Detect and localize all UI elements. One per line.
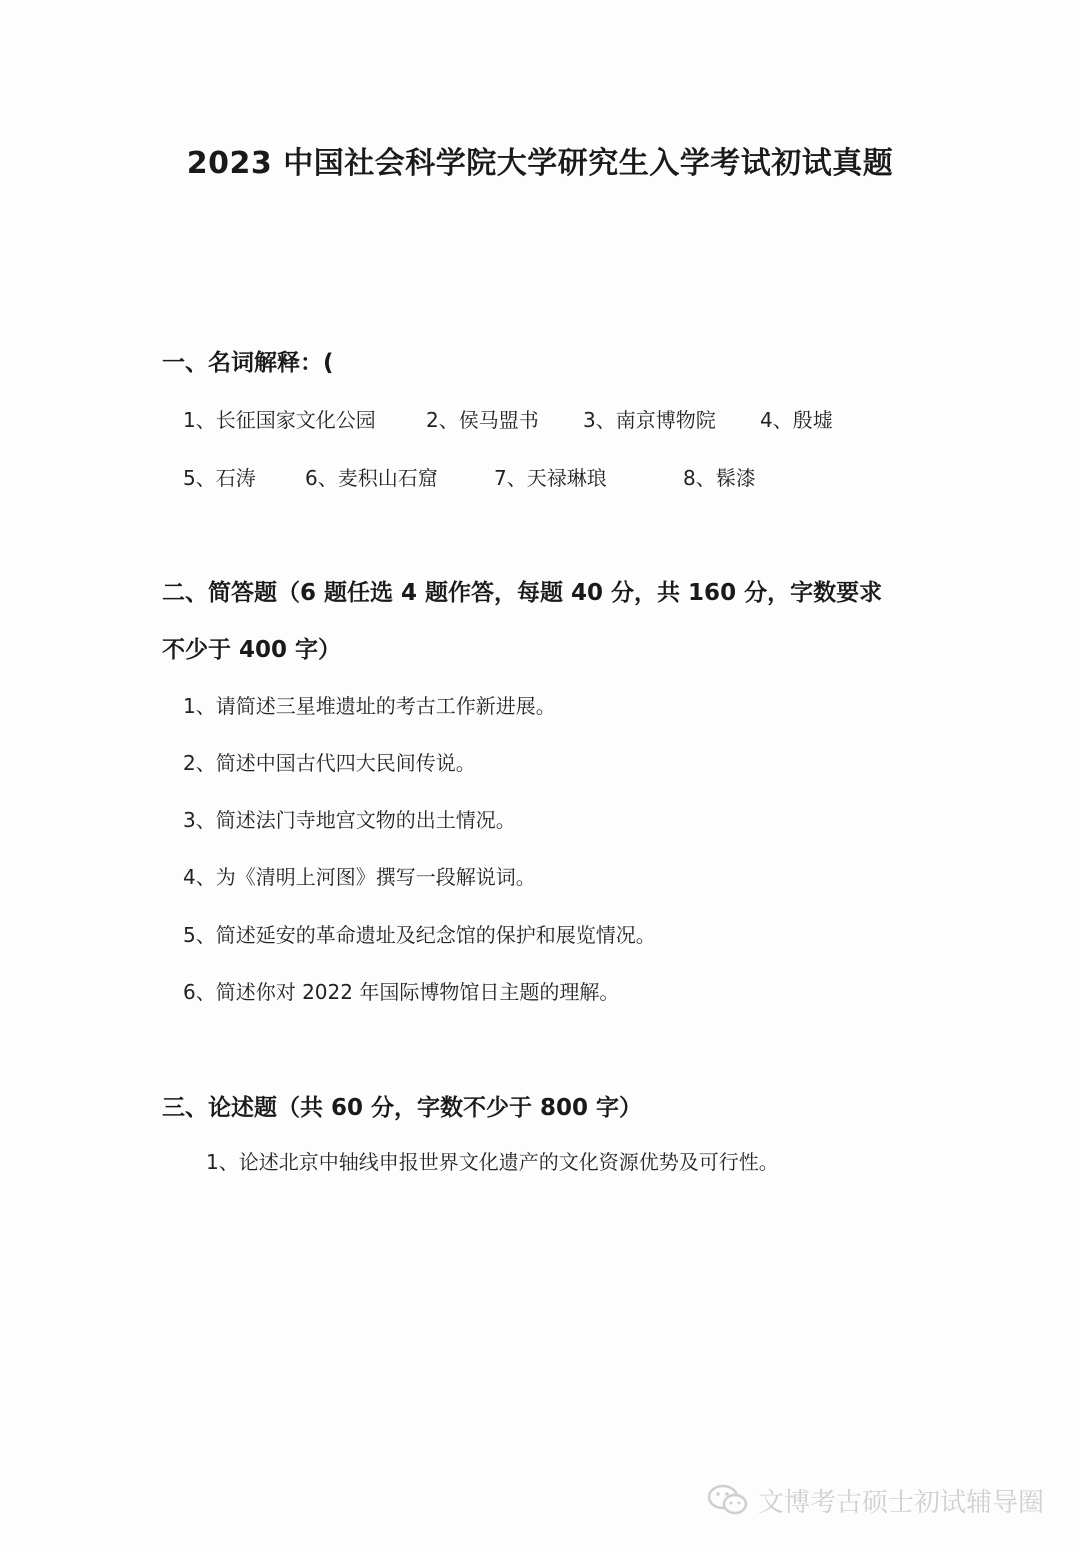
term-item: 2、侯马盟书 [426, 408, 539, 432]
term-item: 8、髹漆 [683, 466, 756, 490]
term-item: 6、麦积山石窟 [305, 466, 438, 490]
question-item: 4、为《清明上河图》撰写一段解说词。 [183, 865, 536, 889]
page-title: 2023 中国社会科学院大学研究生入学考试初试真题 [186, 146, 894, 181]
term-item: 1、长征国家文化公园 [183, 408, 376, 432]
essay-item: 1、论述北京中轴线申报世界文化遗产的文化资源优势及可行性。 [206, 1150, 779, 1174]
term-item: 5、石涛 [183, 466, 256, 490]
watermark [706, 1480, 1044, 1520]
question-item: 5、简述延安的革命遗址及纪念馆的保护和展览情况。 [183, 923, 656, 947]
question-item: 2、简述中国古代四大民间传说。 [183, 751, 476, 775]
wechat-icon [706, 1482, 750, 1518]
term-item: 4、殷墟 [760, 408, 833, 432]
section3-heading: 三、论述题（共 60 分，字数不少于 800 字） [162, 1095, 643, 1121]
section1-heading: 一、名词解释：( [162, 350, 334, 376]
section2-heading: 二、简答题（6 题任选 4 题作答，每题 40 分，共 160 分，字数要求 [162, 580, 883, 606]
question-item: 1、请简述三星堆遗址的考古工作新进展。 [183, 694, 556, 718]
term-item: 7、天禄琳琅 [494, 466, 607, 490]
watermark-text: 文博考古硕士初试辅导圈 [757, 1487, 1044, 1518]
question-item: 6、简述你对 2022 年国际博物馆日主题的理解。 [183, 980, 620, 1004]
term-item: 3、南京博物院 [583, 408, 716, 432]
section2-heading-cont: 不少于 400 字） [162, 637, 342, 663]
question-item: 3、简述法门寺地宫文物的出土情况。 [183, 808, 516, 832]
